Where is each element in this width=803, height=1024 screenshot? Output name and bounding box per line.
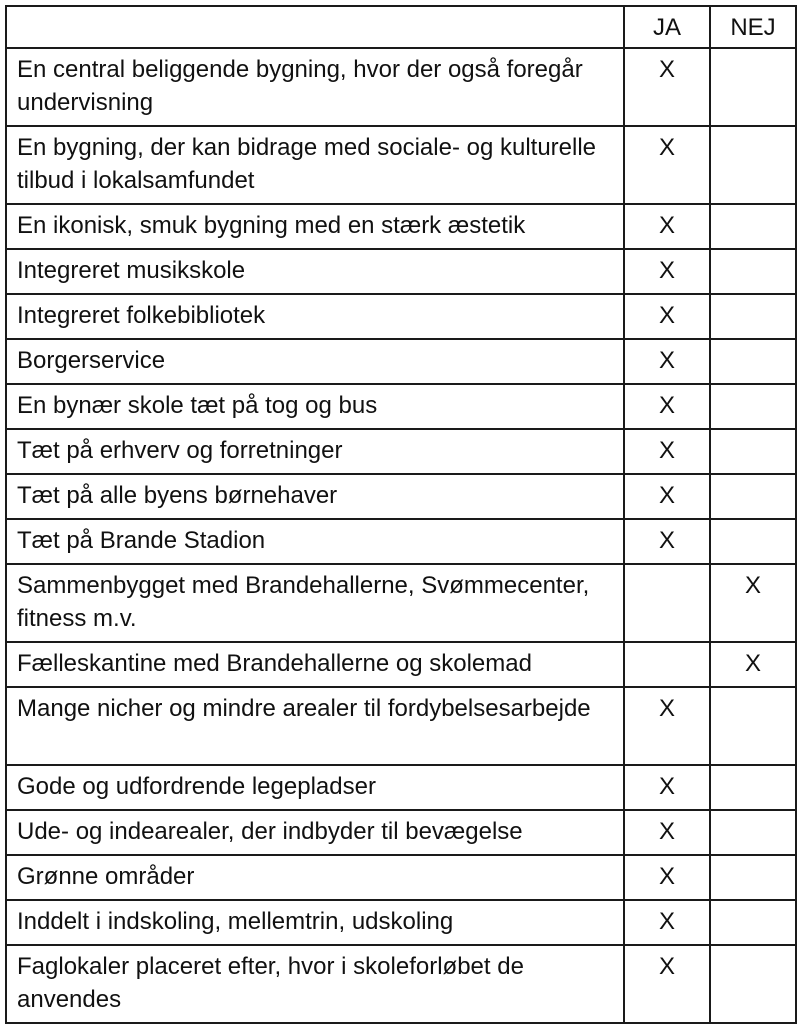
row-label: Integreret folkebibliotek bbox=[6, 294, 624, 339]
row-label: En bynær skole tæt på tog og bus bbox=[6, 384, 624, 429]
ja-mark: X bbox=[624, 855, 710, 900]
nej-mark bbox=[710, 249, 796, 294]
criteria-table bbox=[5, 5, 797, 1024]
ja-mark: X bbox=[624, 474, 710, 519]
ja-mark: X bbox=[624, 687, 710, 765]
row-label: Integreret musikskole bbox=[6, 249, 624, 294]
row-label: Ude- og indearealer, der indbyder til bevægelse bbox=[6, 810, 624, 855]
ja-mark: X bbox=[624, 294, 710, 339]
nej-mark bbox=[710, 48, 796, 126]
ja-mark: X bbox=[624, 810, 710, 855]
row-label: Grønne områder bbox=[6, 855, 624, 900]
nej-mark bbox=[710, 294, 796, 339]
table-row bbox=[6, 519, 796, 564]
header-ja: JA bbox=[624, 6, 710, 48]
nej-mark bbox=[710, 384, 796, 429]
table-header-row bbox=[6, 6, 796, 48]
row-label: Fælleskantine med Brandehallerne og skolemad bbox=[6, 642, 624, 687]
nej-mark bbox=[710, 519, 796, 564]
table-row bbox=[6, 429, 796, 474]
row-label: Tæt på Brande Stadion bbox=[6, 519, 624, 564]
table-row bbox=[6, 294, 796, 339]
table-row bbox=[6, 900, 796, 945]
nej-mark bbox=[710, 126, 796, 204]
nej-mark bbox=[710, 687, 796, 765]
nej-mark: X bbox=[710, 642, 796, 687]
ja-mark: X bbox=[624, 204, 710, 249]
table-row bbox=[6, 249, 796, 294]
row-label: En bygning, der kan bidrage med sociale- og kulturelle tilbud i lokalsamfundet bbox=[6, 126, 624, 204]
table-row bbox=[6, 642, 796, 687]
header-nej: NEJ bbox=[710, 6, 796, 48]
ja-mark: X bbox=[624, 249, 710, 294]
row-label: Sammenbygget med Brandehallerne, Svømmecenter, fitness m.v. bbox=[6, 564, 624, 642]
header-item-cell bbox=[6, 6, 624, 48]
ja-mark: X bbox=[624, 48, 710, 126]
row-label: En central beliggende bygning, hvor der også foregår undervisning bbox=[6, 48, 624, 126]
ja-mark bbox=[624, 642, 710, 687]
ja-mark: X bbox=[624, 384, 710, 429]
row-label: Mange nicher og mindre arealer til fordybelsesarbejde bbox=[6, 687, 624, 765]
ja-mark: X bbox=[624, 900, 710, 945]
nej-mark bbox=[710, 765, 796, 810]
nej-mark bbox=[710, 900, 796, 945]
ja-mark: X bbox=[624, 126, 710, 204]
table-row bbox=[6, 855, 796, 900]
nej-mark bbox=[710, 945, 796, 1023]
table-row bbox=[6, 339, 796, 384]
ja-mark: X bbox=[624, 765, 710, 810]
table-row bbox=[6, 474, 796, 519]
nej-mark bbox=[710, 474, 796, 519]
nej-mark bbox=[710, 855, 796, 900]
table-row bbox=[6, 126, 796, 204]
nej-mark: X bbox=[710, 564, 796, 642]
row-label: Faglokaler placeret efter, hvor i skoleforløbet de anvendes bbox=[6, 945, 624, 1023]
ja-mark: X bbox=[624, 945, 710, 1023]
nej-mark bbox=[710, 429, 796, 474]
table-row bbox=[6, 48, 796, 126]
ja-mark: X bbox=[624, 429, 710, 474]
ja-mark: X bbox=[624, 519, 710, 564]
nej-mark bbox=[710, 204, 796, 249]
row-label: Borgerservice bbox=[6, 339, 624, 384]
table-row bbox=[6, 687, 796, 765]
ja-mark: X bbox=[624, 339, 710, 384]
nej-mark bbox=[710, 339, 796, 384]
row-label: Tæt på erhverv og forretninger bbox=[6, 429, 624, 474]
row-label: Gode og udfordrende legepladser bbox=[6, 765, 624, 810]
ja-mark bbox=[624, 564, 710, 642]
table-row bbox=[6, 810, 796, 855]
table-row bbox=[6, 564, 796, 642]
row-label: En ikonisk, smuk bygning med en stærk æstetik bbox=[6, 204, 624, 249]
row-label: Tæt på alle byens børnehaver bbox=[6, 474, 624, 519]
table-row bbox=[6, 384, 796, 429]
row-label: Inddelt i indskoling, mellemtrin, udskoling bbox=[6, 900, 624, 945]
table-row bbox=[6, 945, 796, 1023]
table-row bbox=[6, 765, 796, 810]
table-row bbox=[6, 204, 796, 249]
nej-mark bbox=[710, 810, 796, 855]
